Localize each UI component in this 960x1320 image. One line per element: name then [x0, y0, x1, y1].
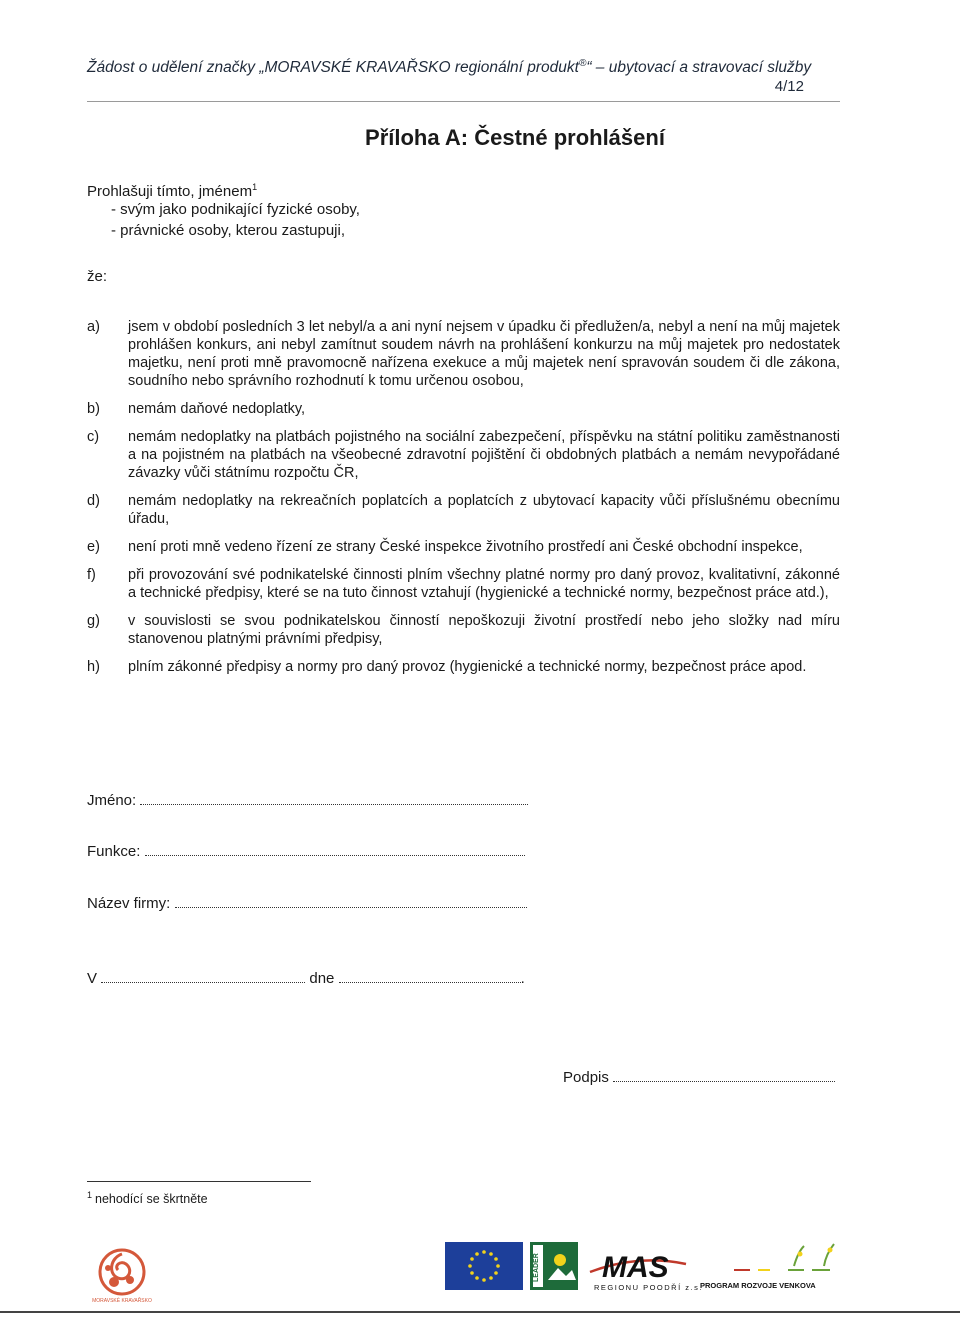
- signature-line[interactable]: [613, 1067, 835, 1082]
- declaration-intro-text: Prohlašuji tímto, jménem: [87, 183, 253, 200]
- company-field: [87, 893, 527, 912]
- date-end-dot: .: [520, 970, 525, 987]
- item-text: při provozování své podnikatelské činnosti plním všechny platné normy pro daný provoz, kvalitativní, zákonné a technické předpisy, které se na tuto činnost vztahují (hygienické a technické normy, bezpečnost práce atd.),: [128, 567, 840, 601]
- date-input-line[interactable]: [339, 968, 521, 983]
- mas-logo: [588, 1244, 703, 1292]
- mk-logo-text: MORAVSKÉ KRAVAŘSKO: [92, 1298, 152, 1304]
- company-input-line[interactable]: [175, 893, 527, 908]
- item-text: není proti mně vedeno řízení ze strany České inspekce životního prostředí ani České obchodní inspekce,: [128, 539, 803, 555]
- prv-text: PROGRAM ROZVOJE VENKOVA: [700, 1281, 816, 1290]
- item-text: nemám daňové nedoplatky,: [128, 401, 306, 417]
- moravske-kravarsko-logo: [86, 1240, 158, 1304]
- header-title: [87, 58, 811, 77]
- name-input-line[interactable]: [140, 790, 528, 805]
- function-input-line[interactable]: [145, 841, 525, 856]
- list-item: [87, 538, 840, 556]
- footnote-divider: [87, 1181, 311, 1182]
- signature-field: [563, 1067, 835, 1086]
- eu-flag-icon: [445, 1242, 523, 1290]
- mas-title: MAS: [602, 1251, 669, 1284]
- document-title: Příloha A: Čestné prohlášení: [365, 125, 665, 150]
- item-label: a): [87, 319, 100, 335]
- prv-logo: [700, 1240, 840, 1294]
- declaration-options: [111, 199, 360, 241]
- function-label: Funkce:: [87, 843, 141, 860]
- place-date-field: [87, 968, 525, 987]
- list-item: [87, 318, 840, 390]
- declaration-items: [87, 318, 840, 686]
- list-item: [87, 566, 840, 602]
- signature-label: Podpis: [563, 1069, 609, 1086]
- that-label: že:: [87, 268, 108, 285]
- item-text: nemám nedoplatky na platbách pojistného na sociální zabezpečení, příspěvku na státní politiku zaměstnanosti a na pojistném na platbách na všeobecné zdravotní pojištění či obdobných platbách a nemám nevypořádané závazky vůči státnímu rozpočtu ČR,: [128, 429, 840, 481]
- item-text: nemám nedoplatky na rekreačních poplatcích a poplatcích z ubytovací kapacity vůči příslušnému obecnímu úřadu,: [128, 493, 840, 527]
- registered-mark: ®: [578, 58, 587, 69]
- leader-logo: [530, 1242, 578, 1290]
- bottom-border: [0, 1311, 960, 1313]
- footnote: [87, 1190, 208, 1206]
- company-label: Název firmy:: [87, 895, 171, 912]
- footnote-number: 1: [87, 1190, 93, 1200]
- name-label: Jméno:: [87, 792, 137, 809]
- list-item: [87, 428, 840, 482]
- header-title-text: Žádost o udělení značky „MORAVSKÉ KRAVAŘSKO regionální produkt: [87, 59, 579, 77]
- item-label: d): [87, 493, 100, 509]
- list-item: [87, 658, 840, 676]
- footnote-text: nehodící se škrtněte: [95, 1192, 208, 1207]
- mas-subtitle: REGIONU POODŘÍ z.s.: [594, 1283, 703, 1292]
- item-label: e): [87, 539, 100, 555]
- date-label: dne: [309, 970, 335, 987]
- page-number: 4/12: [774, 78, 804, 95]
- option-natural-person: - svým jako podnikající fyzické osoby,: [111, 201, 360, 218]
- place-label: V: [87, 970, 98, 987]
- option-legal-person: - právnické osoby, kterou zastupuji,: [111, 222, 346, 239]
- item-label: h): [87, 659, 100, 675]
- item-text: jsem v období posledních 3 let nebyl/a a ani nyní nejsem v úpadku či předlužen/a, nebyl a není na můj majetek prohlášen konkurs, ani nebyl zamítnut soudem návrh na prohlášení konkurzu na můj majetek pro nedostatek majetku, není proti mně pravomocně nařízena exekuce a můj majetek není spravován soudem či dle zákona, soudního nebo správního rozhodnutí k tomu určenou osobou,: [128, 319, 840, 389]
- header-divider: [87, 101, 840, 102]
- leader-text: LEADER: [533, 1253, 540, 1282]
- item-label: b): [87, 401, 100, 417]
- name-field: [87, 790, 528, 809]
- list-item: [87, 492, 840, 528]
- list-item: [87, 612, 840, 648]
- header-title-tail: “ – ubytovací a stravovací služby: [586, 59, 812, 77]
- function-field: [87, 841, 525, 860]
- item-label: c): [87, 429, 100, 445]
- footnote-ref: 1: [252, 182, 258, 192]
- item-text: plním zákonné předpisy a normy pro daný provoz (hygienické a technické normy, bezpečnost práce apod.: [128, 659, 807, 675]
- list-item: [87, 400, 840, 418]
- item-label: g): [87, 613, 100, 629]
- place-input-line[interactable]: [101, 968, 305, 983]
- item-text: v souvislosti se svou podnikatelskou činností nepoškozuji životní prostředí nebo jeho složky nad míru stanovenou platnými právními předpisy,: [128, 613, 840, 647]
- item-label: f): [87, 567, 96, 583]
